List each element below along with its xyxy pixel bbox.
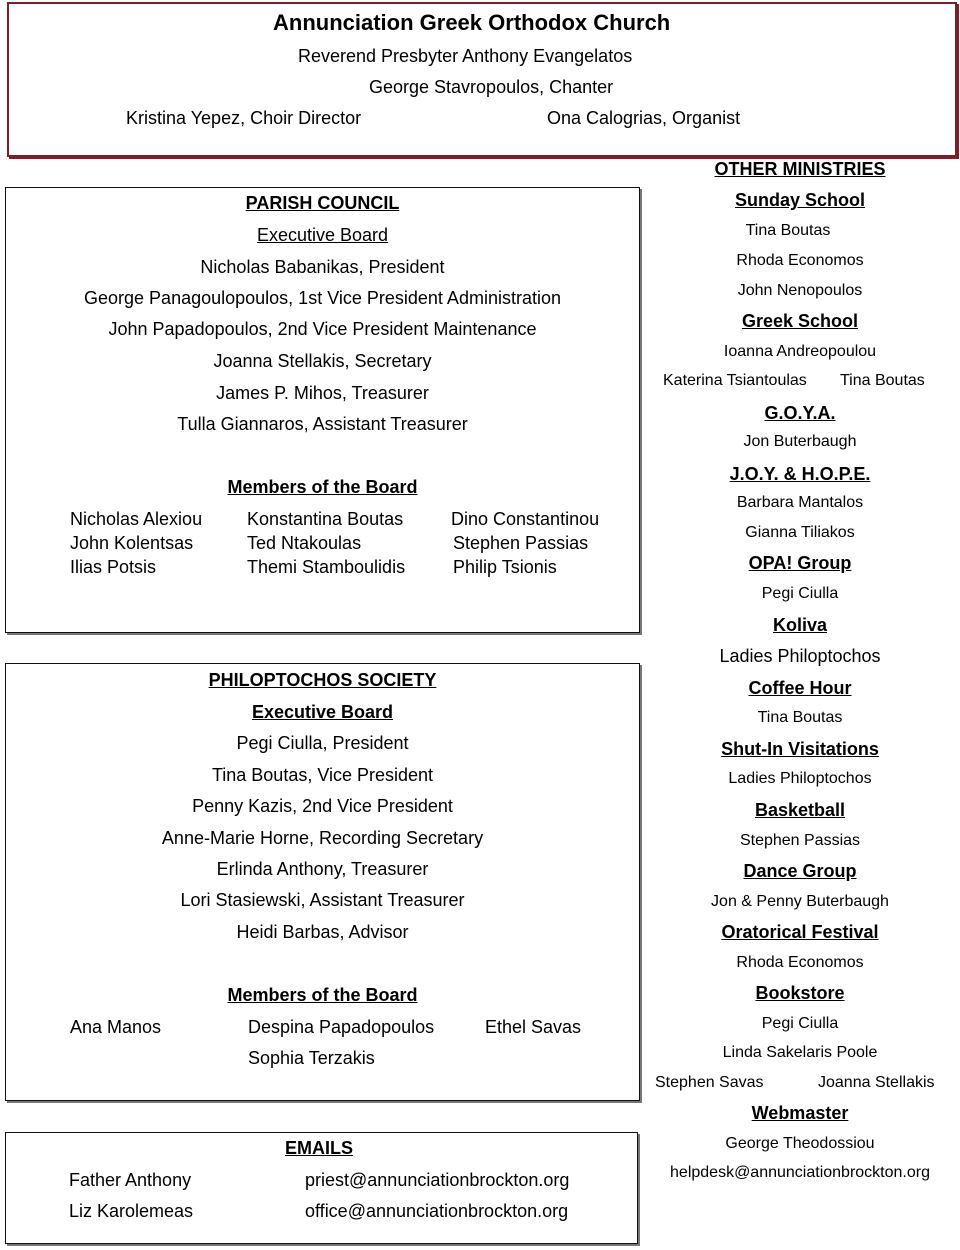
ministry-person: Barbara Mantalos [736, 494, 864, 511]
ministry-title: Oratorical Festival [721, 922, 879, 942]
ministry-title: Greek School [741, 311, 859, 331]
philoptochos-member: Despina Papadopoulos [248, 1017, 435, 1037]
parish-member: John Kolentsas [70, 533, 194, 553]
philoptochos-exec-member: Tina Boutas, Vice President [211, 765, 434, 785]
ministry-person: John Nenopoulos [737, 282, 863, 299]
ministry-person: Ladies Philoptochos [719, 646, 881, 666]
ministry-title: OPA! Group [748, 553, 852, 573]
ministry-title: G.O.Y.A. [764, 403, 836, 423]
philoptochos-members-title: Members of the Board [227, 985, 418, 1005]
ministry-person: Pegi Ciulla [761, 1015, 839, 1032]
email-address[interactable]: office@annunciationbrockton.org [305, 1201, 569, 1221]
church-name: Annunciation Greek Orthodox Church [273, 10, 671, 35]
ministry-person: Joanna Stellakis [818, 1074, 935, 1091]
parish-exec-board-title: Executive Board [256, 225, 389, 245]
ministry-person: Stephen Passias [739, 832, 861, 849]
email-address[interactable]: priest@annunciationbrockton.org [305, 1170, 570, 1190]
ministry-person: Rhoda Economos [736, 954, 864, 971]
ministry-person: Jon & Penny Buterbaugh [711, 893, 889, 910]
ministry-person: George Theodossiou [725, 1135, 875, 1152]
parish-members-title: Members of the Board [227, 477, 418, 497]
parish-exec-member: Joanna Stellakis, Secretary [213, 351, 432, 371]
ministry-person: Jon Buterbaugh [743, 433, 857, 450]
philoptochos-member: Ana Manos [70, 1017, 162, 1037]
email-contact-name: Father Anthony [69, 1170, 192, 1190]
ministry-title: Basketball [754, 800, 846, 820]
parish-member: Philip Tsionis [453, 557, 557, 577]
ministry-title: Dance Group [743, 861, 857, 881]
ministry-person: Ioanna Andreopoulou [723, 343, 877, 360]
ministry-person: Katerina Tsiantoulas [663, 372, 807, 389]
philoptochos-title: PHILOPTOCHOS SOCIETY [208, 670, 437, 690]
ministry-title: Sunday School [734, 190, 866, 210]
webmaster-email[interactable]: helpdesk@annunciationbrockton.org [670, 1164, 930, 1181]
ministry-person: Tina Boutas [757, 709, 843, 726]
parish-member: Themi Stamboulidis [247, 557, 406, 577]
philoptochos-exec-member: Lori Stasiewski, Assistant Treasurer [180, 890, 465, 910]
ministry-title: Coffee Hour [748, 678, 852, 698]
ministry-title: Koliva [772, 615, 828, 635]
parish-member: Konstantina Boutas [247, 509, 404, 529]
ministry-person: Pegi Ciulla [761, 585, 839, 602]
choir-director: Kristina Yepez, Choir Director [126, 108, 362, 128]
ministry-person: Tina Boutas [840, 372, 925, 389]
parish-member: Dino Constantinou [451, 509, 600, 529]
ministry-person: Stephen Savas [655, 1074, 764, 1091]
organist: Ona Calogrias, Organist [547, 108, 741, 128]
other-ministries-title: OTHER MINISTRIES [714, 159, 886, 179]
ministry-person: Tina Boutas [745, 222, 831, 239]
philoptochos-exec-member: Anne-Marie Horne, Recording Secretary [161, 828, 484, 848]
philoptochos-exec-member: Pegi Ciulla, President [236, 733, 409, 753]
ministry-person: Linda Sakelaris Poole [722, 1044, 878, 1061]
parish-exec-member: John Papadopoulos, 2nd Vice President Maintenance [108, 319, 537, 339]
ministry-title: J.O.Y. & H.O.P.E. [729, 464, 871, 484]
philoptochos-member: Sophia Terzakis [248, 1048, 375, 1068]
ministry-title: Bookstore [755, 983, 845, 1003]
philoptochos-exec-member: Penny Kazis, 2nd Vice President [192, 796, 453, 816]
ministry-person: Rhoda Economos [736, 252, 864, 269]
philoptochos-exec-member: Erlinda Anthony, Treasurer [216, 859, 429, 879]
parish-exec-member: Nicholas Babanikas, President [200, 257, 445, 277]
philoptochos-member: Ethel Savas [485, 1017, 582, 1037]
ministry-person: Ladies Philoptochos [728, 770, 872, 787]
parish-member: Stephen Passias [453, 533, 589, 553]
priest-name: Reverend Presbyter Anthony Evangelatos [298, 46, 633, 66]
email-contact-name: Liz Karolemeas [69, 1201, 194, 1221]
parish-council-title: PARISH COUNCIL [245, 193, 400, 213]
ministry-person: Gianna Tiliakos [745, 524, 855, 541]
parish-member: Ted Ntakoulas [247, 533, 362, 553]
parish-member: Nicholas Alexiou [70, 509, 203, 529]
emails-title: EMAILS [285, 1138, 354, 1158]
parish-member: Ilias Potsis [70, 557, 157, 577]
parish-exec-member: Tulla Giannaros, Assistant Treasurer [177, 414, 468, 434]
chanter-name: George Stavropoulos, Chanter [369, 77, 614, 97]
ministry-title: Webmaster [751, 1103, 849, 1123]
parish-exec-member: George Panagoulopoulos, 1st Vice President Administration [84, 288, 561, 308]
philoptochos-exec-member: Heidi Barbas, Advisor [236, 922, 409, 942]
ministry-title: Shut-In Visitations [721, 739, 879, 759]
parish-exec-member: James P. Mihos, Treasurer [216, 383, 429, 403]
philoptochos-exec-title: Executive Board [251, 702, 394, 722]
